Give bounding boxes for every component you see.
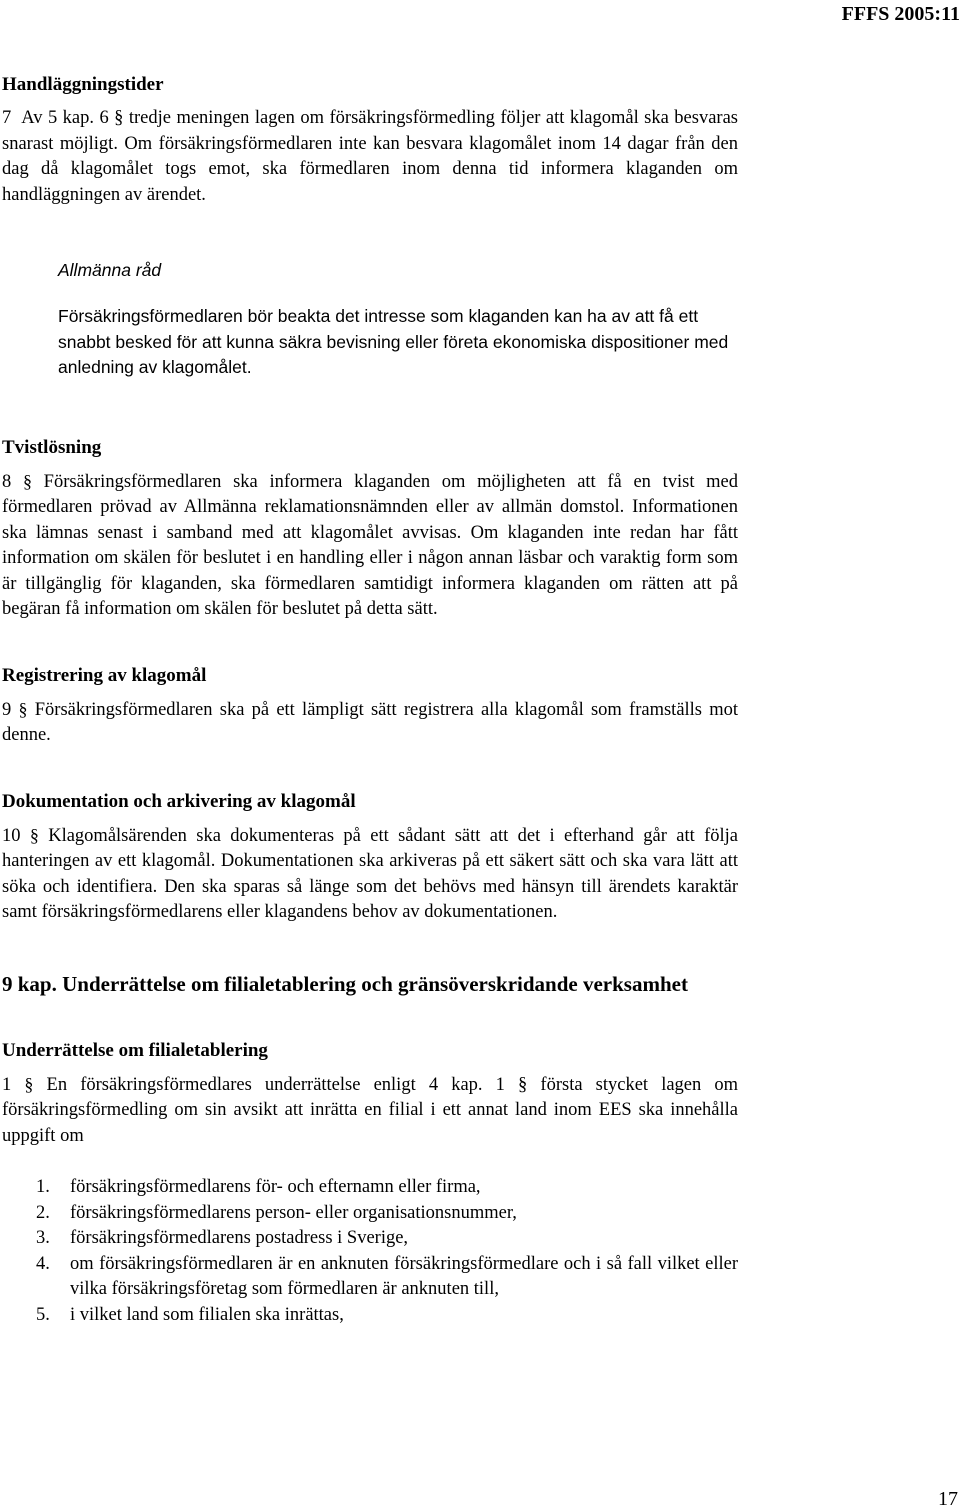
list-item-text: försäkringsförmedlarens postadress i Sverige, <box>70 1228 409 1248</box>
document-reference: FFFS 2005:11 <box>841 3 960 25</box>
paragraph-number: 7 <box>2 108 12 128</box>
paragraph-9 <box>2 697 738 749</box>
paragraph-text: Försäkringsförmedlaren ska informera klaganden om möjligheten att få en tvist med förmedlaren prövad av Allmänna reklamationsnämnden eller av allmän domstol. Informationen ska lämnas senast i samband med att klagomålet avvisas. Om klaganden inte redan har fått information om skälen för beslutet i en handling eller i någon annan läsbar och varaktig form som är tillgänglig för klaganden, ska förmedlaren samtidigt informera klaganden om rätten att på begäran få information om skälen för beslutet på detta sätt. <box>2 471 739 619</box>
paragraph-7 <box>2 106 738 208</box>
paragraph-number: 9 <box>2 699 12 720</box>
list-item-text: i vilket land som filialen ska inrättas, <box>70 1304 344 1325</box>
paragraph-text: Klagomålsärenden ska dokumenteras på ett sådant sätt att det i efterhand går att följa hanteringen av ett klagomål. Dokumentationen ska arkiveras på ett säkert sätt och ska vara lätt att söka och identifiera. Den ska sparas så länge som det behövs med hänsyn till ärendets karaktär samt försäkringsförmedlarens eller klagandens behov av dokumentationen. <box>2 825 738 922</box>
document-body <box>2 72 738 1328</box>
general-advice-text: Försäkringsförmedlaren bör beakta det intresse som klaganden kan ha av att få ett snabbt besked för att kunna säkra bevisning eller företa ekonomiska dispositioner med anledning av klagomålet. <box>58 306 729 377</box>
section-sign: § <box>29 824 39 845</box>
paragraph-number: 10 <box>2 825 21 846</box>
requirements-list <box>2 1175 738 1328</box>
page-number: 17 <box>938 1488 958 1510</box>
paragraph-1 <box>2 1072 738 1150</box>
general-advice-box <box>58 258 738 381</box>
list-item-number: 2. <box>36 1202 50 1223</box>
heading-tvistlosning: Tvistlösning <box>2 436 102 458</box>
list-item-number: 3. <box>36 1228 50 1248</box>
heading-registrering: Registrering av klagomål <box>2 664 207 686</box>
heading-underrattelse-filial: Underrättelse om filialetablering <box>2 1039 268 1061</box>
section-sign: § <box>22 470 32 491</box>
paragraph-text: En försäkringsförmedlares underrättelse enligt 4 kap. 1 § första stycket lagen om försäkringsförmedling om sin avsikt att inrätta en filial i ett annat land inom EES ska innehålla uppgift om <box>2 1074 739 1146</box>
list-item-text: försäkringsförmedlarens person- eller organisationsnummer, <box>70 1202 517 1223</box>
chapter-title: 9 kap. Underrättelse om filialetablering och gränsöverskridande verksamhet <box>2 971 688 996</box>
paragraph-number: 8 <box>2 471 12 492</box>
section-sign: § <box>18 698 28 719</box>
list-item-text: om försäkringsförmedlaren är en anknuten försäkringsförmedlare och i så fall vilket eller vilka försäkringsföretag som förmedlaren är anknuten till, <box>70 1253 738 1299</box>
paragraph-number: 1 <box>2 1074 12 1095</box>
paragraph-8 <box>2 469 738 623</box>
list-item <box>2 1175 738 1201</box>
list-item <box>2 1252 738 1303</box>
heading-handlaggningstider: Handläggningstider <box>2 74 164 95</box>
list-item-number: 1. <box>36 1177 50 1197</box>
list-item-text: försäkringsförmedlarens för- och efternamn eller firma, <box>70 1177 481 1197</box>
paragraph-text: Av 5 kap. 6 § tredje meningen lagen om försäkringsförmedling följer att klagomål ska besvaras snarast möjligt. Om försäkringsförmedlaren inte kan besvara klagomålet inom 14 dagar från den dag då klagomålet togs emot, ska förmedlaren inom denna tid informera klaganden om handläggningen av ärendet. <box>2 108 738 205</box>
general-advice-title: Allmänna råd <box>58 260 162 280</box>
heading-dokumentation: Dokumentation och arkivering av klagomål <box>2 790 356 812</box>
list-item <box>2 1303 738 1329</box>
list-item <box>2 1226 738 1252</box>
section-sign: § <box>24 1073 34 1094</box>
paragraph-10 <box>2 823 738 926</box>
paragraph-text: Försäkringsförmedlaren ska på ett lämpligt sätt registrera alla klagomål som framställs mot denne. <box>2 699 739 745</box>
list-item <box>2 1201 738 1227</box>
list-item-number: 5. <box>36 1304 50 1325</box>
list-item-number: 4. <box>36 1253 50 1274</box>
